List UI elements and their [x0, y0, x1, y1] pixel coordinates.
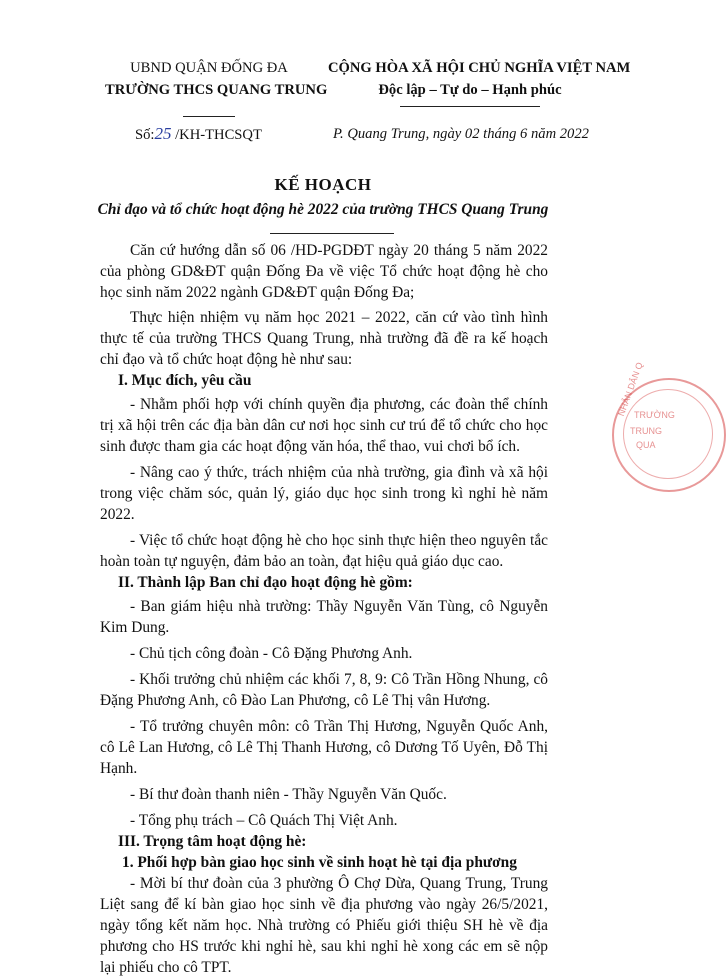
paragraph-purpose-1: - Nhằm phối hợp với chính quyền địa phương, các đoàn thể chính trị xã hội trên các địa bàn dân cư nơi học sinh cư trú để tổ chức cho học sinh được tham gia các hoạt động văn hóa, thể thao, vui chơi bổ ích.	[100, 396, 548, 455]
paragraph-purpose-2: - Nâng cao ý thức, trách nhiệm của nhà trường, gia đình và xã hội trong việc chăm sóc, quản lý, giáo dục học sinh trong kì nghỉ hè năm 2022.	[100, 464, 548, 523]
paragraph-board-1: - Ban giám hiệu nhà trường: Thầy Nguyễn Văn Tùng, cô Nguyễn Kim Dung.	[100, 598, 548, 636]
header-left-line1: UBND QUẬN ĐỐNG ĐA	[130, 60, 288, 76]
paragraph-board-2: - Chủ tịch công đoàn - Cô Đặng Phương Anh.	[130, 645, 413, 662]
official-stamp	[612, 360, 726, 492]
stamp-text-ring: NHÂN DÂN Q	[616, 360, 645, 418]
header-right-line2: Độc lập – Tự do – Hạnh phúc	[378, 82, 562, 98]
section-heading-2: II. Thành lập Ban chỉ đạo hoạt động hè gồm:	[118, 574, 413, 591]
document-number-handwritten: 25	[154, 124, 172, 143]
section-heading-3: III. Trọng tâm hoạt động hè:	[118, 833, 307, 850]
header-left-line2: TRƯỜNG THCS QUANG TRUNG	[105, 82, 328, 98]
intro-paragraph-1: Căn cứ hướng dẫn số 06 /HD-PGDĐT ngày 20 tháng 5 năm 2022 của phòng GD&ĐT quận Đống Đa về việc Tổ chức hoạt động hè cho học sinh năm 2022 ngành GD&ĐT quận Đống Đa;	[100, 242, 548, 301]
paragraph-handover: - Mời bí thư đoàn của 3 phường Ô Chợ Dừa, Quang Trung, Trung Liệt sang để kí bàn giao học sinh về địa phương vào ngày 26/5/2021, ngày tổng kết năm học. Nhà trường có Phiếu giới thiệu SH hè về địa phương cho HS trước khi nghỉ hè, sau khi nghỉ hè xong các em sẽ nộp lại phiếu cho cô TPT.	[100, 875, 548, 976]
document-number-suffix: /KH-THCSQT	[171, 127, 262, 143]
title-rule	[270, 233, 394, 234]
document-number	[135, 124, 262, 144]
header-right-line1: CỘNG HÒA XÃ HỘI CHỦ NGHĨA VIỆT NAM	[328, 60, 631, 76]
paragraph-board-4: - Tổ trưởng chuyên môn: cô Trần Thị Hương, Nguyễn Quốc Anh, cô Lê Lan Hương, cô Lê Thị Thanh Hương, cô Dương Tố Uyên, Đỗ Thị Hạnh.	[100, 718, 548, 777]
stamp-text-mid: QUA	[636, 440, 656, 450]
paragraph-purpose-3: - Việc tổ chức hoạt động hè cho học sinh thực hiện theo nguyên tắc hoàn toàn tự nguyện, đảm bảo an toàn, đạt hiệu quả giáo dục cao.	[100, 532, 548, 570]
subsection-heading-1: 1. Phối hợp bàn giao học sinh về sinh hoạt hè tại địa phương	[122, 854, 517, 871]
section-heading-1: I. Mục đích, yêu cầu	[118, 372, 252, 389]
document-number-prefix: Số:	[135, 127, 155, 143]
document-title: KẾ HOẠCH	[274, 175, 372, 194]
document-body	[100, 240, 548, 978]
paragraph-board-5: - Bí thư đoàn thanh niên - Thầy Nguyễn Văn Quốc.	[130, 786, 447, 803]
date-line: P. Quang Trung, ngày 02 tháng 6 năm 2022	[333, 126, 589, 142]
header-right-rule	[400, 106, 540, 107]
document-subtitle: Chỉ đạo và tổ chức hoạt động hè 2022 của trường THCS Quang Trung	[97, 201, 549, 218]
stamp-text-side: TRUNG	[630, 426, 662, 436]
stamp-text-top: TRƯỜNG	[634, 410, 675, 420]
intro-paragraph-2: Thực hiện nhiệm vụ năm học 2021 – 2022, căn cứ vào tình hình thực tế của trường THCS Quang Trung, nhà trường đã đề ra kế hoạch chỉ đạo và tổ chức hoạt động hè như sau:	[100, 309, 548, 368]
paragraph-board-3: - Khối trưởng chủ nhiệm các khối 7, 8, 9: Cô Trần Hồng Nhung, cô Đặng Phương Anh, cô Đào Lan Phương, cô Lê Thị vân Hương.	[100, 671, 548, 709]
paragraph-board-6: - Tổng phụ trách – Cô Quách Thị Việt Anh.	[130, 812, 398, 829]
header-left-rule	[183, 116, 235, 117]
